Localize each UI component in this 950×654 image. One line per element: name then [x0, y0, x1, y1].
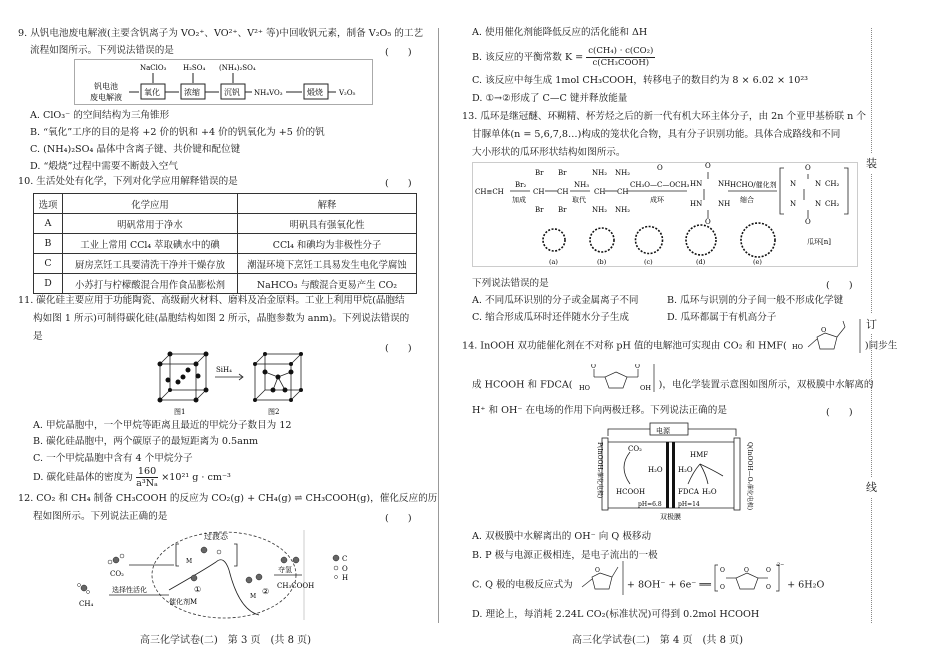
q13-synthesis-diagram — [472, 162, 858, 268]
atom: O — [766, 584, 771, 591]
fdca-structure — [576, 364, 656, 392]
reagent: NH₃ — [574, 181, 590, 189]
m-label: M — [186, 558, 193, 565]
q9-option-a: A. ClO₃⁻ 的空间结构为三角锥形 — [30, 110, 170, 121]
cucurbituril-rings — [543, 223, 775, 257]
atom: O — [705, 218, 711, 226]
atom: HO — [578, 384, 590, 392]
catalyst-label: 催化剂M — [169, 598, 198, 606]
q12-mechanism-diagram — [74, 530, 374, 620]
denominator: c(CH₃COOH) — [592, 58, 650, 68]
answer-paren: ( ) — [385, 47, 412, 58]
ring-label: (a) — [549, 258, 558, 266]
q9-stem-line1: 9. 从钒电池废电解液(主要含钒离子为 VO₂⁺、VO²⁺、V²⁺ 等)中回收钒元素，制备 V₂O₅ 的工艺 — [18, 28, 424, 39]
option-text: B. 该反应的平衡常数 K = — [472, 52, 584, 63]
q11-option-d — [33, 466, 231, 489]
atom: OH — [639, 384, 651, 392]
cell: B — [34, 234, 63, 254]
q13-stem-line3: 大小形状的瓜环形状结构如图所示。 — [472, 147, 626, 158]
atom: CH — [533, 188, 545, 196]
co2-label: CO₂ — [628, 445, 642, 453]
option-text: + 6H₂O — [787, 579, 825, 591]
hmf-structure — [790, 319, 862, 353]
table-row — [34, 234, 417, 254]
step: 沉钒 — [224, 88, 240, 97]
atom: N — [815, 180, 822, 188]
column-divider — [438, 28, 439, 623]
header-cell: 解释 — [238, 194, 417, 214]
atom: N — [790, 200, 797, 208]
group: NH₂ — [615, 206, 631, 214]
stem-text: )，电化学装置示意图如图所示，双极膜中水解离的 — [658, 379, 874, 391]
membrane-label: 双极膜 — [660, 513, 681, 521]
atom: O — [720, 584, 725, 591]
product-label: CH₃COOH — [277, 582, 315, 590]
ph-left-label: pH=6.8 — [638, 501, 662, 508]
stem-text: )同步生 — [864, 340, 898, 352]
atom: HN — [690, 180, 703, 188]
table-header-row — [34, 194, 417, 214]
condition: 缩合 — [740, 196, 754, 204]
atom: HN — [690, 200, 703, 208]
stem-text: 14. InOOH 双功能催化剂在不对称 pH 值的电解池可实现由 CO₂ 和 HMF( — [462, 340, 787, 352]
formula: CH≡CH — [475, 188, 504, 196]
atom: O — [720, 567, 725, 574]
atom: N — [815, 200, 822, 208]
option-text: ×10²¹ g · cm⁻³ — [161, 472, 231, 483]
cell: 小苏打与柠檬酸混合用作食品膨松剂 — [63, 274, 238, 294]
atom: N — [790, 180, 797, 188]
m-label: M — [250, 593, 257, 600]
denominator: a³Nₐ — [136, 478, 158, 489]
table-row — [34, 254, 417, 274]
q14-stem-line1 — [462, 326, 898, 354]
reagent: CH₃O—C—OCH₃ — [630, 181, 690, 189]
h2o-label: H₂O — [678, 466, 693, 474]
q12-stem-line1: 12. CO₂ 和 CH₄ 制备 CH₃COOH 的反应为 CO₂(g) + CH₄(g) ⇌ CH₃COOH(g)，催化反应的历 — [18, 493, 438, 504]
q13-option-c: C. 缩合形成瓜环时还伴随水分子生成 — [472, 312, 630, 323]
step2-label: ② — [262, 587, 270, 596]
page-footer-right: 高三化学试卷(二) 第 4 页 (共 8 页) — [572, 635, 744, 646]
condition: 加成 — [512, 196, 526, 204]
hmf-structure — [576, 561, 624, 595]
product-name: 瓜环[n] — [807, 238, 831, 246]
q14-option-b: B. P 极与电源正极相连，是电子流出的一极 — [472, 550, 658, 561]
q11-option-a: A. 甲烷晶胞中，一个甲烷等距离且最近的甲烷分子数目为 12 — [33, 420, 292, 431]
answer-paren: ( ) — [826, 280, 853, 291]
cell: A — [34, 214, 63, 234]
q12-option-a: A. 使用催化剂能降低反应的活化能和 ΔH — [472, 27, 648, 38]
product: V₂O₅ — [339, 89, 356, 97]
reagent: HCHO/催化剂 — [730, 181, 777, 189]
q13-option-d: D. 瓜环都属于有机高分子 — [667, 312, 777, 323]
cell: 明矾具有强氧化性 — [238, 214, 417, 234]
q14-stem-line2 — [472, 364, 874, 393]
cell: 厨房烹饪工具要清洗干净并干燥存放 — [63, 254, 238, 274]
group: CH₂ — [825, 200, 840, 208]
atom: NH — [718, 180, 731, 188]
q14-option-c — [472, 562, 825, 595]
binding-char: 装 — [866, 153, 877, 173]
numerator: 160 — [137, 466, 157, 477]
q10-table — [33, 193, 417, 294]
condition: 成环 — [650, 196, 664, 204]
flow-start: 钒电池 — [94, 82, 118, 91]
q12-stem-line2: 程如图所示。下列说法正确的是 — [33, 511, 168, 522]
q13-stem-line1: 13. 瓜环是继冠醚、环糊精、杯芳烃之后的新一代有机大环主体分子，由 2n 个亚甲基桥联 n 个 — [462, 111, 866, 122]
header-cell: 化学应用 — [63, 194, 238, 214]
reagent: NaClO₃ — [140, 64, 167, 72]
q12-option-c: C. 该反应中每生成 1mol CH₃COOH，转移电子的数目约为 8 × 6.02 × 10²³ — [472, 75, 809, 86]
atom: Br — [558, 169, 567, 177]
q9-option-b: B. “氧化”工序的目的是将 +2 价的钒和 +4 价的钒氧化为 +5 价的钒 — [30, 127, 325, 138]
group: NH₂ — [592, 206, 608, 214]
flow-start: 废电解液 — [90, 93, 122, 102]
cell: C — [34, 254, 63, 274]
atom: O — [594, 567, 600, 574]
cell: 明矾常用于净水 — [63, 214, 238, 234]
q9-stem-line2: 流程如图所示。下列说法错误的是 — [30, 45, 174, 56]
reagent: H₂SO₄ — [183, 64, 206, 72]
step: 氧化 — [144, 88, 160, 97]
q10-stem: 10. 生活处处有化学，下列对化学应用解释错误的是 — [18, 176, 238, 187]
step: 煅烧 — [307, 88, 323, 97]
atom: Br — [558, 206, 567, 214]
q11-stem-line2: 构如图 1 所示)可制得碳化硅(晶胞结构如图 2 所示，晶胞参数为 anm)。下列说法错误的 — [33, 313, 410, 324]
cell: D — [34, 274, 63, 294]
page-footer-left: 高三化学试卷(二) 第 3 页 (共 8 页) — [140, 635, 312, 646]
atom: O — [744, 567, 749, 574]
q14-option-a: A. 双极膜中水解离出的 OH⁻ 向 Q 极移动 — [472, 531, 652, 542]
answer-paren: ( ) — [385, 513, 412, 524]
atom: O — [657, 164, 663, 172]
atom: Br — [535, 206, 544, 214]
ring-label: (c) — [644, 258, 653, 266]
header-cell: 选项 — [34, 194, 63, 214]
q13-option-b: B. 瓜环与识别的分子间一般不形成化学键 — [667, 295, 844, 306]
density-fraction — [136, 466, 158, 489]
atom: O — [805, 164, 811, 172]
p-electrode-label: P(InOOHᵥ催化电极) — [596, 442, 603, 499]
answer-paren: ( ) — [385, 343, 412, 354]
ch4-label: CH₄ — [79, 600, 94, 608]
h2o-label: H₂O — [702, 488, 717, 496]
legend-o: O — [342, 565, 348, 573]
atom: O — [805, 218, 811, 226]
cell: 潮湿环境下烹饪工具易发生电化学腐蚀 — [238, 254, 417, 274]
atom: Br — [535, 169, 544, 177]
ph-right-label: pH=14 — [678, 501, 700, 508]
arrow-label: SiH₄ — [216, 366, 232, 374]
q12-option-b — [472, 46, 655, 69]
group: NH₂ — [592, 169, 608, 177]
figure-caption: 图2 — [268, 408, 280, 416]
co2-label: CO₂ — [110, 570, 124, 578]
atom: O — [820, 326, 827, 334]
q11-option-c: C. 一个甲烷晶胞中含有 4 个甲烷分子 — [33, 453, 193, 464]
q13-stem-line2: 甘脲单体(n = 5,6,7,8…)构成的笼状化合物，具有分子识别功能。具体合成路线和不同 — [472, 129, 841, 140]
table-row — [34, 214, 417, 234]
hmf-label: HMF — [690, 451, 709, 459]
q-electrode-label: Q(InOOH—Oᵥ催化电极) — [746, 442, 753, 511]
answer-paren: ( ) — [826, 407, 853, 418]
dehydrogenation-label: 夺氢 — [278, 566, 292, 574]
transition-state-label: 过渡态 — [204, 532, 228, 541]
atom: O — [590, 364, 596, 370]
atom: CH — [617, 188, 629, 196]
q9-option-d: D. “煅烧”过程中需要不断鼓入空气 — [30, 161, 178, 172]
hcooh-label: HCOOH — [616, 488, 646, 496]
group: CH₂ — [825, 180, 840, 188]
atom: O — [766, 567, 771, 574]
equilibrium-fraction — [586, 46, 655, 69]
atom: CH — [594, 188, 606, 196]
atom: NH — [718, 200, 731, 208]
table-row — [34, 274, 417, 294]
q9-option-c: C. (NH₄)₂SO₄ 晶体中含离子键、共价键和配位键 — [30, 144, 241, 155]
cell: 工业上常用 CCl₄ 萃取碘水中的碘 — [63, 234, 238, 254]
atom: HO — [791, 343, 803, 351]
ring-label: (d) — [696, 258, 706, 266]
numerator: c(CH₄) · c(CO₂) — [588, 46, 654, 56]
step: 浓缩 — [184, 88, 200, 97]
group: NH₂ — [615, 169, 631, 177]
q11-option-b: B. 碳化硅晶胞中，两个碳原子的最短距离为 0.5anm — [33, 436, 259, 447]
answer-paren: ( ) — [385, 178, 412, 189]
h2o-label: H₂O — [648, 466, 663, 474]
ring-label: (e) — [753, 258, 762, 266]
ring-label: (b) — [597, 258, 607, 266]
q14-electrolysis-cell — [588, 422, 758, 522]
step1-label: ① — [194, 585, 202, 594]
option-text: D. 碳化硅晶体的密度为 — [33, 472, 133, 483]
cell: CCl₄ 和碘均为非极性分子 — [238, 234, 417, 254]
atom: O — [634, 364, 640, 370]
q11-stem-line1: 11. 碳化硅主要应用于功能陶瓷、高级耐火材料、磨料及冶金原料。工业上利用甲烷(晶胞结 — [18, 295, 405, 306]
legend-c: C — [342, 555, 348, 563]
reagent: Br₂ — [515, 181, 527, 189]
stem-text: 成 HCOOH 和 FDCA( — [472, 379, 573, 391]
q11-crystal-figure — [150, 350, 310, 418]
option-text: + 8OH⁻ + 6e⁻ ══ — [626, 579, 711, 591]
legend-h: H — [342, 574, 349, 582]
q12-option-d: D. ①→②形成了 C—C 键并释放能量 — [472, 93, 628, 104]
fdca-label: FDCA — [678, 488, 699, 496]
q9-flow-diagram — [74, 59, 374, 106]
fdca-anion-structure — [714, 561, 784, 595]
binding-char: 订 — [866, 314, 877, 334]
q13-option-a: A. 不同瓜环识别的分子或金属离子不同 — [472, 295, 639, 306]
activation-label: 选择性活化 — [112, 586, 147, 594]
q14-option-d: D. 理论上，每消耗 2.24L CO₂(标准状况)可得到 0.2mol HCOOH — [472, 609, 760, 620]
condition: 取代 — [572, 196, 586, 204]
binding-char: 线 — [866, 477, 877, 497]
atom: O — [705, 162, 711, 170]
figure-caption: 图1 — [174, 408, 186, 416]
cell: NaHCO₃ 与酸混合更易产生 CO₂ — [238, 274, 417, 294]
intermediate: NH₄VO₃ — [254, 89, 283, 97]
charge: 2− — [777, 562, 785, 568]
q13-ask: 下列说法错误的是 — [472, 278, 549, 289]
option-text: C. Q 极的电极反应式为 — [472, 579, 573, 591]
q11-stem-line3: 是 — [33, 331, 43, 342]
power-label: 电源 — [656, 427, 670, 435]
atom: CH — [557, 188, 569, 196]
q14-stem-line3: H⁺ 和 OH⁻ 在电场的作用下向两极迁移。下列说法正确的是 — [472, 405, 727, 416]
reagent: (NH₄)₂SO₄ — [219, 64, 256, 72]
